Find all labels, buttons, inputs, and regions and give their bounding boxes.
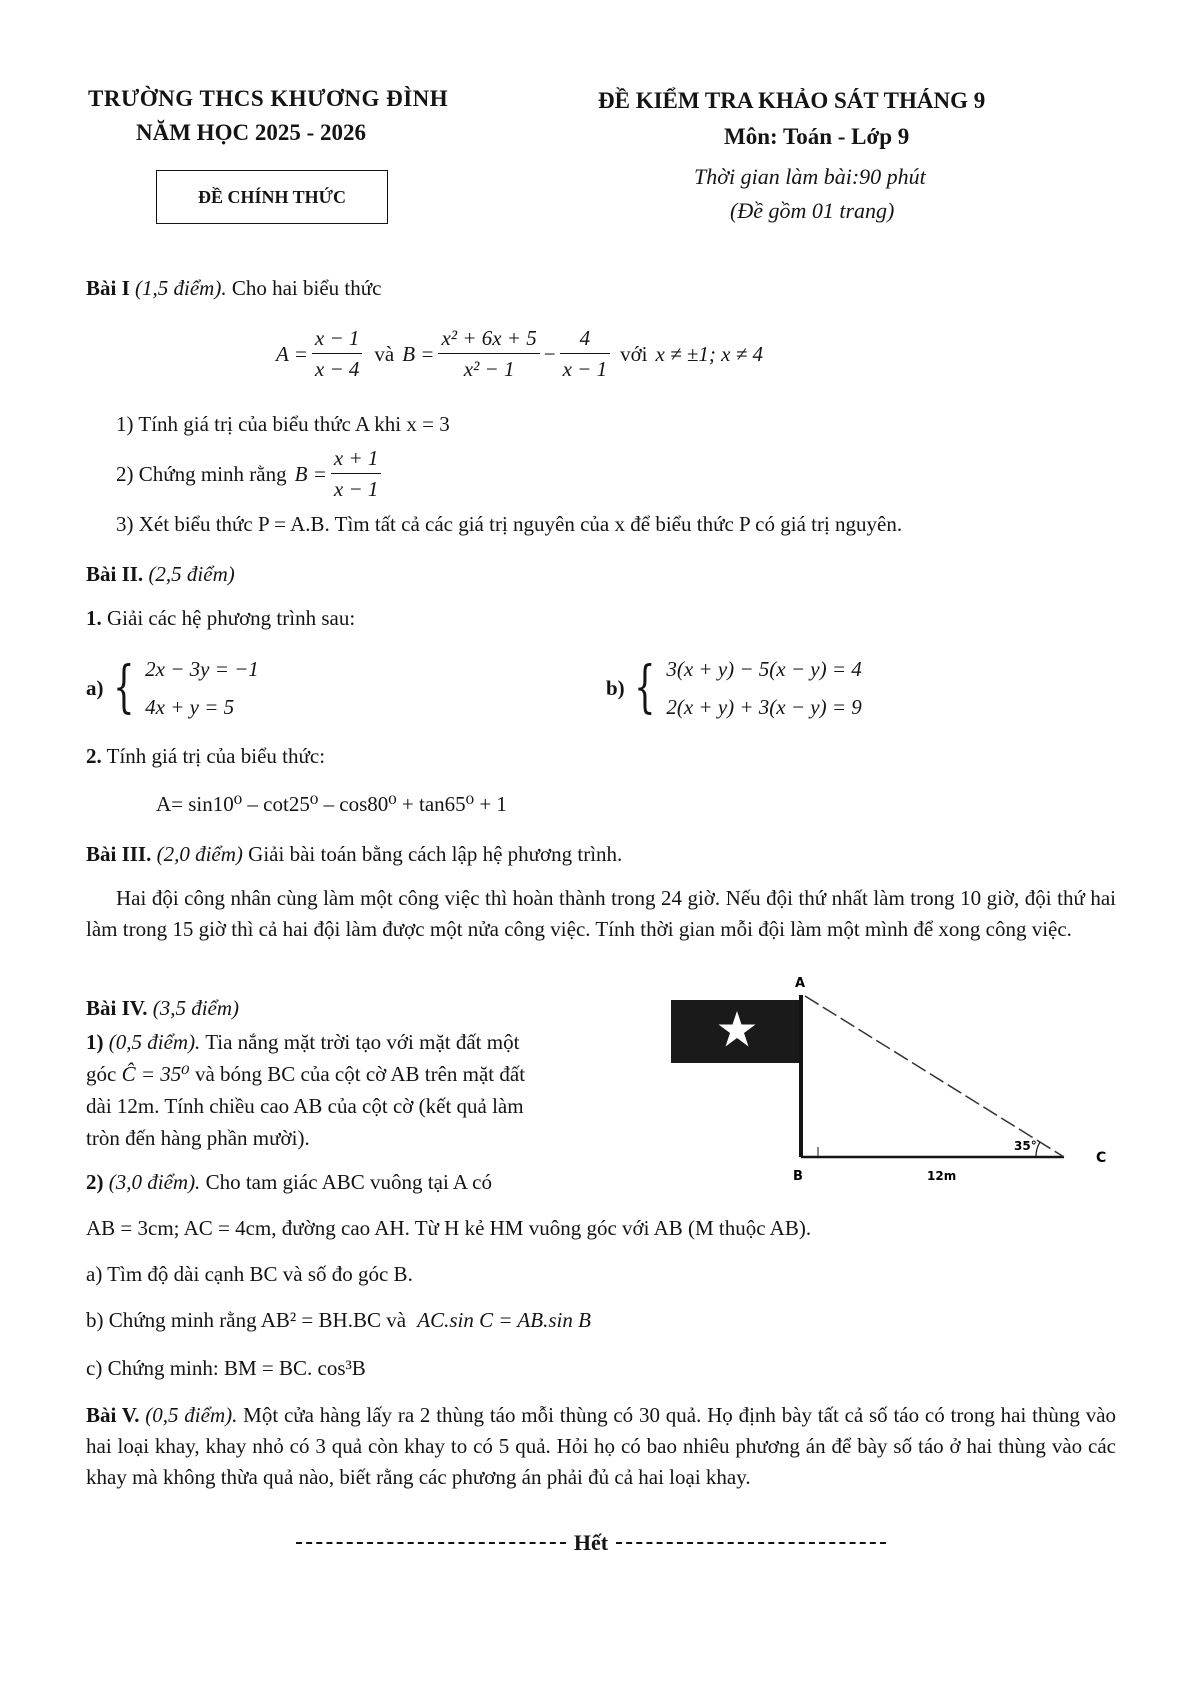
exam-subject: Môn: Toán - Lớp 9 — [724, 124, 910, 149]
school-year: NĂM HỌC 2025 - 2026 — [136, 120, 366, 145]
bai2-item-1-number: 1. — [86, 606, 102, 630]
bai4-question-b — [86, 1308, 591, 1333]
bai1-heading — [86, 276, 381, 301]
q2-denominator: x − 1 — [333, 477, 379, 501]
bai2-heading — [86, 562, 235, 587]
expr-b-numerator-2: 4 — [560, 326, 611, 354]
official-badge-label: ĐỀ CHÍNH THỨC — [197, 186, 347, 207]
q2-fraction — [331, 446, 382, 502]
label-c: C — [1096, 1150, 1107, 1166]
expr-b-lhs: B = — [402, 341, 435, 366]
system-b-eq2: 2(x + y) + 3(x − y) = 9 — [666, 695, 862, 719]
exam-pages: (Đề gồm 01 trang) — [730, 198, 895, 223]
bai1-expressions — [276, 326, 763, 382]
bai2-points: (2,5 điểm) — [148, 562, 235, 586]
bai3-label: Bài III. — [86, 842, 152, 866]
bai4-part1 — [86, 1026, 626, 1154]
footer-end-text: Hết — [573, 1530, 609, 1555]
bai4-part2-text: Cho tam giác ABC vuông tại A có — [205, 1170, 492, 1194]
expr-b-numerator-1: x² + 6x + 5 — [438, 326, 539, 354]
bai3-body: Hai đội công nhân cùng làm một công việc thì hoàn thành trong 24 giờ. Nếu đội thứ nhất làm trong 10 giờ, đội thứ hai làm trong 15 giờ thì cả hai đội làm được một nửa công việc. Tính thời gian mỗi đội làm một mình để xong công việc. — [86, 886, 1116, 941]
expr-a-fraction — [312, 326, 363, 382]
footer-rule-left — [296, 1542, 566, 1544]
bai1-question-1: 1) Tính giá trị của biểu thức A khi x = 3 — [116, 412, 450, 436]
bai1-points: (1,5 điểm). — [135, 276, 227, 300]
bai4-part1-line3: dài 12m. Tính chiều cao AB của cột cờ (kết quả làm — [86, 1094, 524, 1118]
expr-with: với — [620, 341, 648, 366]
official-badge — [156, 170, 388, 224]
footer-rule-right — [616, 1542, 886, 1544]
system-a — [86, 650, 259, 726]
bai1-question-3: 3) Xét biểu thức P = A.B. Tìm tất cả các giá trị nguyên của x để biểu thức P có giá trị nguyên. — [116, 512, 903, 536]
bai4-part2-points: (3,0 điểm). — [108, 1170, 201, 1194]
expr-b-denominator-2: x − 1 — [562, 357, 608, 381]
system-b-label: b) — [606, 675, 625, 700]
bai3-intro: Giải bài toán bằng cách lập hệ phương trình. — [248, 842, 623, 866]
label-b: B — [793, 1169, 803, 1184]
bai4-part2-label: 2) — [86, 1170, 104, 1194]
bai5-points: (0,5 điểm). — [145, 1403, 238, 1427]
label-a: A — [795, 976, 806, 991]
label-angle: 35° — [1014, 1139, 1037, 1153]
bai4-part1-label: 1) — [86, 1030, 104, 1054]
bai4-part1-line2b: và bóng BC của cột cờ AB trên mặt đất — [194, 1062, 526, 1086]
system-a-brace: { — [112, 655, 135, 720]
expr-a-lhs: A = — [276, 341, 308, 366]
bai4-part2-line1 — [86, 1170, 492, 1195]
bai4-question-a: a) Tìm độ dài cạnh BC và số đo góc B. — [86, 1262, 413, 1286]
bai4-question-b-math: AC.sin C = AB.sin B — [417, 1308, 591, 1332]
bai2-item-2-number: 2. — [86, 744, 102, 768]
bai4-part2-line2: AB = 3cm; AC = 4cm, đường cao AH. Từ H kẻ HM vuông góc với AB (M thuộc AB). — [86, 1216, 812, 1240]
school-name: TRƯỜNG THCS KHƯƠNG ĐÌNH — [88, 86, 449, 111]
bai4-part1-line1: Tia nắng mặt trời tạo với mặt đất một — [205, 1030, 520, 1054]
bai2-item-2-text: Tính giá trị của biểu thức: — [106, 744, 326, 768]
flagpole-figure — [666, 975, 1116, 1190]
expr-a-denominator: x − 4 — [314, 357, 360, 381]
bai5-body — [86, 1400, 1116, 1493]
expr-b-fraction-2 — [560, 326, 611, 382]
expr-b-denominator-1: x² − 1 — [463, 357, 515, 381]
bai4-heading — [86, 996, 239, 1021]
expr-and: và — [374, 341, 395, 366]
footer-end — [296, 1530, 886, 1556]
exam-title: ĐỀ KIỂM TRA KHẢO SÁT THÁNG 9 — [598, 88, 986, 113]
bai5-text: Một cửa hàng lấy ra 2 thùng táo mỗi thùng có 30 quả. Họ định bày tất cả số táo có trong hai thùng vào hai loại khay, khay nhỏ có 3 quả còn khay to có 5 quả. Hỏi họ có bao nhiêu phương án để bày số táo ở hai thùng vào các khay mà không thừa quả nào, biết rằng các phương án phải đủ cả hai loại khay. — [86, 1403, 1117, 1489]
bai2-item-2 — [86, 744, 325, 769]
q2-lhs: B = — [294, 461, 327, 486]
bai3-points: (2,0 điểm) — [156, 842, 243, 866]
bai1-question-2-text: 2) Chứng minh rằng — [116, 461, 287, 486]
bai3-heading — [86, 842, 622, 867]
expr-minus: − — [543, 341, 556, 366]
bai4-part1-line4: tròn đến hàng phần mười). — [86, 1126, 310, 1150]
bai1-label: Bài I — [86, 276, 130, 300]
exam-time: Thời gian làm bài:90 phút — [694, 164, 926, 189]
bai4-angle: Ĉ = 35⁰ — [121, 1062, 190, 1086]
system-a-eq1: 2x − 3y = −1 — [145, 657, 259, 681]
trig-expression: A= sin10⁰ – cot25⁰ – cos80⁰ + tan65⁰ + 1 — [156, 792, 507, 816]
system-b-eq1: 3(x + y) − 5(x − y) = 4 — [666, 657, 862, 681]
system-a-eq2: 4x + y = 5 — [145, 695, 235, 719]
bai5-label: Bài V. — [86, 1403, 140, 1427]
expr-condition: x ≠ ±1; x ≠ 4 — [655, 341, 763, 366]
system-a-label: a) — [86, 675, 104, 700]
q2-numerator: x + 1 — [331, 446, 382, 474]
label-length: 12m — [927, 1169, 957, 1183]
bai2-item-1-text: Giải các hệ phương trình sau: — [107, 606, 356, 630]
bai2-item-1 — [86, 606, 355, 631]
bai2-label: Bài II. — [86, 562, 144, 586]
bai4-question-c: c) Chứng minh: BM = BC. cos³B — [86, 1356, 366, 1380]
bai4-part1-points: (0,5 điểm). — [108, 1030, 201, 1054]
bai4-question-b-text: b) Chứng minh rằng AB² = BH.BC và — [86, 1308, 407, 1332]
expr-a-numerator: x − 1 — [312, 326, 363, 354]
bai4-points: (3,5 điểm) — [152, 996, 240, 1020]
expr-b-fraction-1 — [438, 326, 539, 382]
bai1-question-2 — [116, 446, 385, 502]
system-b-brace: { — [633, 655, 656, 720]
bai4-label: Bài IV. — [86, 996, 148, 1020]
system-b — [606, 650, 862, 726]
bai1-intro: Cho hai biểu thức — [231, 276, 382, 300]
bai4-part1-line2a: góc — [86, 1062, 117, 1086]
sun-ray-ac — [805, 996, 1064, 1157]
